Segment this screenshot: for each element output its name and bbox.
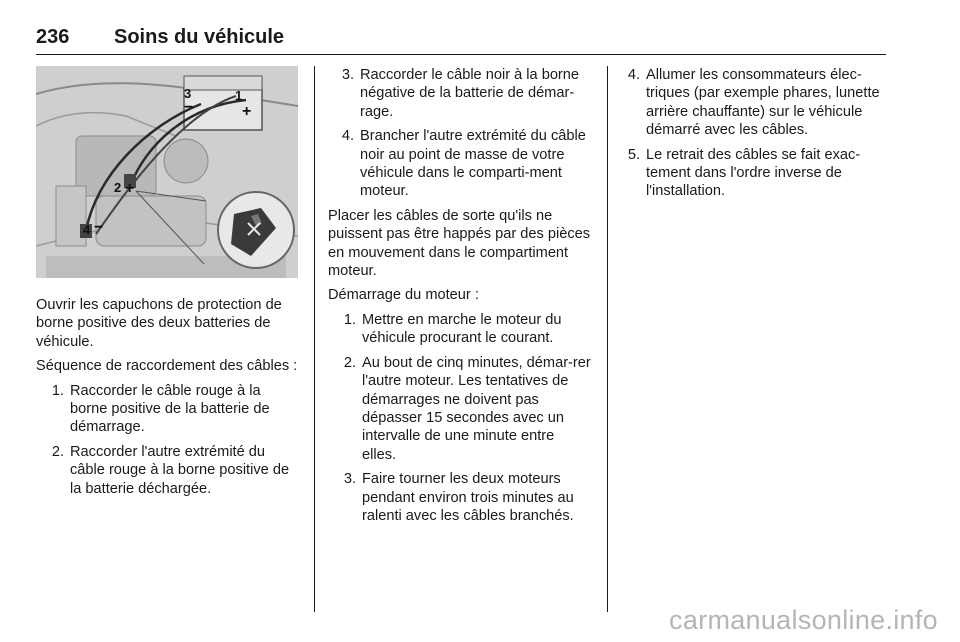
sequence-heading: Séquence de raccordement des câbles : xyxy=(36,358,298,375)
callout-2: 2 xyxy=(114,180,122,195)
callout-4: 4 xyxy=(83,222,91,237)
column-divider xyxy=(607,66,608,612)
column-2 xyxy=(328,66,592,531)
placement-note: Placer les câbles de sorte qu'ils ne puissent pas être happés par des pièces en mouvement dans le compartiment moteur. xyxy=(328,207,591,280)
list-item: 3. Raccorder le câble noir à la borne négative de la batterie de démar-rage. xyxy=(341,67,580,120)
callout-1: 1 xyxy=(235,88,243,103)
engine-bay-illustration xyxy=(36,66,298,278)
column-3 xyxy=(622,66,888,207)
section-title: Soins du véhicule xyxy=(114,26,285,48)
sign-plus-2: + xyxy=(125,180,135,197)
start-heading: Démarrage du moteur : xyxy=(328,287,479,304)
connection-steps-list xyxy=(46,382,300,498)
watermark: carmanualsonline.info xyxy=(669,605,938,635)
list-item: 4. Brancher l'autre extrémité du câble noir au point de masse de votre véhicule dans le comparti-ment moteur. xyxy=(341,128,586,200)
list-item: 3. Faire tourner les deux moteurs pendant environ trois minutes au ralenti avec les câbles branchés. xyxy=(343,471,574,524)
sign-plus-1: + xyxy=(242,103,252,120)
page-number: 236 xyxy=(36,26,70,48)
column-divider xyxy=(314,66,315,612)
list-item: 5. Le retrait des câbles se fait exac-tement dans l'ordre inverse de l'installation. xyxy=(627,146,861,200)
list-item: 2. Au bout de cinq minutes, démar-rer l'autre moteur. Les tentatives de démarrages ne doivent pas dépasser 15 secondes avec un intervalle de une minute entre elles. xyxy=(343,354,591,463)
page-header xyxy=(36,26,886,55)
sign-minus-3: − xyxy=(184,99,194,116)
list-item: 1. Mettre en marche le moteur du véhicule procurant le courant. xyxy=(343,311,562,347)
list-item: 1. Raccorder le câble rouge à la borne positive de la batterie de démarrage. xyxy=(51,382,270,436)
column-1 xyxy=(36,66,300,504)
start-steps-list-continued xyxy=(622,66,888,201)
list-item: 4. Allumer les consommateurs élec-triques (par exemple phares, lunette arrière chauffante) sur le véhicule démarré avec les câbles. xyxy=(627,67,880,139)
callout-3: 3 xyxy=(184,86,192,101)
engine-bay-drawing xyxy=(36,66,298,278)
intro-paragraph: Ouvrir les capuchons de protection de borne positive des deux batteries de véhicule. xyxy=(36,297,282,350)
start-steps-list xyxy=(338,311,592,525)
sign-minus-4: − xyxy=(94,219,104,236)
list-item: 2. Raccorder l'autre extrémité du câble rouge à la borne positive de la batterie déchargée. xyxy=(51,443,290,497)
connection-steps-list-continued xyxy=(336,66,592,201)
